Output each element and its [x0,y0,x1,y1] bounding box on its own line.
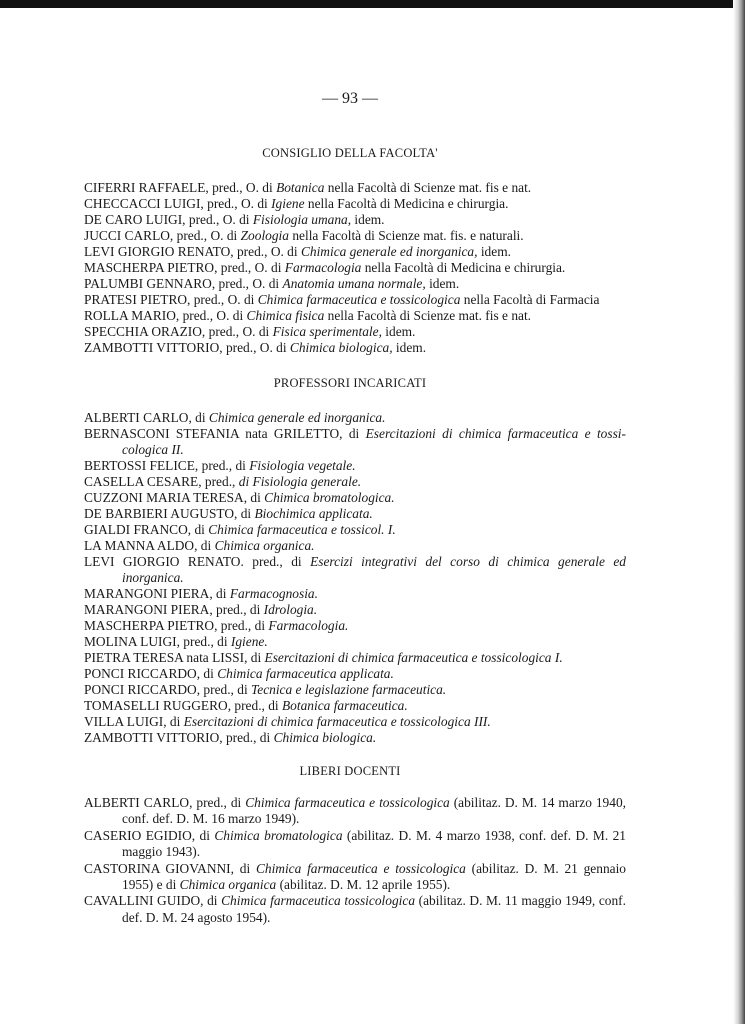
list-entry [84,212,626,228]
section-liberi-docenti-list [84,795,626,926]
list-entry [84,426,626,458]
section-consiglio-list [84,180,626,356]
entry-text: LEVI GIORGIO RENATO. pred., di [84,554,311,569]
entry-text: nella Facoltà di Medicina e chirurgia. [304,196,509,211]
list-entry [84,228,626,244]
entry-subject: di Fisiologia generale. [238,474,362,489]
list-entry [84,554,626,586]
list-entry [84,522,626,538]
list-entry [84,458,626,474]
list-entry [84,602,626,618]
entry-text: idem. [381,324,416,339]
entry-text: PONCI RICCARDO, pred., di [84,682,252,697]
entry-subject: Chimica biologica. [273,730,377,745]
entry-text: MASCHERPA PIETRO, pred., O. di [84,260,285,275]
list-entry [84,650,626,666]
list-entry [84,244,626,260]
list-entry [84,586,626,602]
list-entry [84,474,626,490]
entry-subject: Chimica generale ed inorganica. [208,410,386,425]
entry-subject: Farmacologia. [268,618,349,633]
list-entry [84,260,626,276]
section-professori-list [84,410,626,746]
entry-subject: Fisiologia vegetale. [249,458,356,473]
entry-text: nella Facoltà di Scienze mat. fis e nat. [324,308,532,323]
entry-subject: Esercitazioni di chimica farmaceutica e tossicologica II. [122,426,626,457]
entry-text: ALBERTI CARLO, di [84,410,209,425]
list-entry [84,490,626,506]
entry-subject: Farmacologia [284,260,362,275]
entry-text: SPECCHIA ORAZIO, pred., O. di [84,324,273,339]
list-entry [84,506,626,522]
entry-text: (abilitaz. D. M. 21 gennaio 1955) e di [122,860,626,893]
list-entry [84,276,626,292]
entry-text: (abilitaz. D. M. 4 marzo 1938, conf. def. D. M. 21 maggio 1943). [122,827,626,860]
list-entry [84,340,626,356]
entry-text: DE CARO LUIGI, pred., O. di [84,212,253,227]
list-entry [84,180,626,196]
list-entry [84,292,626,308]
entry-subject: Chimica farmaceutica tossicologica [221,893,416,909]
entry-subject: Esercizi integrativi del corso di chimica generale ed inorganica. [122,554,626,585]
list-entry [84,324,626,340]
list-entry [84,795,626,828]
entry-text: MASCHERPA PIETRO, pred., di [84,618,269,633]
entry-text: (abilitaz. D. M. 12 aprile 1955). [276,877,451,893]
entry-subject: Chimica bromatologica. [264,490,395,505]
entry-text: nella Facoltà di Scienze mat. fis. e naturali. [288,228,524,243]
entry-subject: Chimica farmaceutica e tossicologica [257,292,461,307]
scan-right-edge [733,0,745,1024]
entry-subject: Chimica farmaceutica e tossicologica [245,795,450,810]
entry-text: CUZZONI MARIA TERESA, di [84,490,265,505]
entry-subject: Biochimica applicata. [254,506,373,521]
entry-text: CASTORINA GIOVANNI, di [84,860,256,876]
list-entry [84,308,626,324]
entry-text: ALBERTI CARLO, pred., di [84,795,246,810]
entry-subject: Zoologia [240,228,289,243]
entry-text: PIETRA TERESA nata LISSI, di [84,650,265,665]
entry-text: PONCI RICCARDO, di [84,666,218,681]
entry-text: idem. [392,340,427,355]
scan-top-border [0,0,745,8]
entry-subject: Chimica organica. [214,538,315,553]
entry-text: nella Facoltà di Medicina e chirurgia. [361,260,566,275]
entry-subject: Fisica sperimentale, [272,324,382,339]
list-entry [84,196,626,212]
list-entry [84,538,626,554]
list-entry [84,618,626,634]
entry-text: PALUMBI GENNARO, pred., O. di [84,276,283,291]
list-entry [84,730,626,746]
entry-text: ZAMBOTTI VITTORIO, pred., di [84,730,274,745]
page-number: — 93 — [322,90,378,107]
list-entry [84,893,626,926]
entry-text: nella Facoltà di Farmacia [460,292,600,307]
entry-text: JUCCI CARLO, pred., O. di [84,228,241,243]
entry-subject: Chimica farmaceutica e tossicol. I. [208,522,396,537]
list-entry [84,682,626,698]
entry-text: idem. [351,212,385,227]
entry-text: ZAMBOTTI VITTORIO, pred., O. di [84,340,290,355]
entry-text: DE BARBIERI AUGUSTO, di [84,506,255,521]
list-entry [84,714,626,730]
entry-text: CIFERRI RAFFAELE, pred., O. di [84,180,277,195]
list-entry [84,410,626,426]
entry-text: BERNASCONI STEFANIA nata GRILETTO, di [84,426,366,441]
entry-text: MARANGONI PIERA, pred., di [84,602,264,617]
entry-subject: Chimica farmaceutica e tossicologica [255,860,466,876]
entry-text: (abilitaz. D. M. 11 maggio 1949, conf. def. D. M. 24 agosto 1954). [122,893,626,925]
entry-text: LEVI GIORGIO RENATO, pred., O. di [84,244,301,259]
section-heading-consiglio: CONSIGLIO DELLA FACOLTA' [262,146,438,160]
entry-subject: Tecnica e legislazione farmaceutica. [251,682,447,697]
entry-subject: Esercitazioni di chimica farmaceutica e tossicologica III. [183,714,491,729]
list-entry [84,828,626,861]
entry-subject: Chimica fisica [246,308,325,323]
entry-text: MARANGONI PIERA, di [84,586,230,601]
entry-text: BERTOSSI FELICE, pred., di [84,458,250,473]
entry-text: (abilitaz. D. M. 14 marzo 1940, conf. def. D. M. 16 marzo 1949). [122,795,626,827]
entry-subject: Idrologia. [263,602,318,617]
entry-text: TOMASELLI RUGGERO, pred., di [84,698,282,713]
entry-text: idem. [425,276,460,291]
entry-subject: Botanica farmaceutica. [282,698,408,713]
entry-text: ROLLA MARIO, pred., O. di [84,308,247,323]
list-entry [84,698,626,714]
entry-text: LA MANNA ALDO, di [84,538,215,553]
entry-text: CAVALLINI GUIDO, di [84,893,222,909]
entry-text: CASERIO EGIDIO, di [84,827,215,843]
list-entry [84,666,626,682]
entry-text: nella Facoltà di Scienze mat. fis e nat. [324,180,532,195]
list-entry [84,861,626,894]
entry-subject: Fisiologia umana, [252,212,352,227]
entry-text: VILLA LUIGI, di [84,714,184,729]
entry-subject: Chimica biologica, [289,340,393,355]
entry-subject: Esercitazioni di chimica farmaceutica e tossicologica I. [264,650,563,665]
entry-text: CHECCACCI LUIGI, pred., O. di [84,196,272,211]
entry-subject: Chimica farmaceutica applicata. [217,666,394,681]
entry-subject: Botanica [276,180,325,195]
entry-text: MOLINA LUIGI, pred., di [84,634,231,649]
entry-text: PRATESI PIETRO, pred., O. di [84,292,258,307]
section-heading-professori: PROFESSORI INCARICATI [273,376,427,390]
entry-subject: Igiene [271,196,305,211]
entry-subject: Chimica generale ed inorganica, [300,244,478,259]
entry-subject: Chimica bromatologica [214,827,343,843]
entry-text: idem. [477,244,511,259]
entry-subject: Igiene. [230,634,268,649]
entry-subject: Chimica organica [179,877,277,893]
entry-text: CASELLA CESARE, pred., [84,474,239,489]
entry-text: GIALDI FRANCO, di [84,522,209,537]
section-heading-liberi-docenti: LIBERI DOCENTI [299,764,401,778]
entry-subject: Farmacognosia. [229,586,318,601]
entry-subject: Anatomia umana normale, [282,276,426,291]
list-entry [84,634,626,650]
